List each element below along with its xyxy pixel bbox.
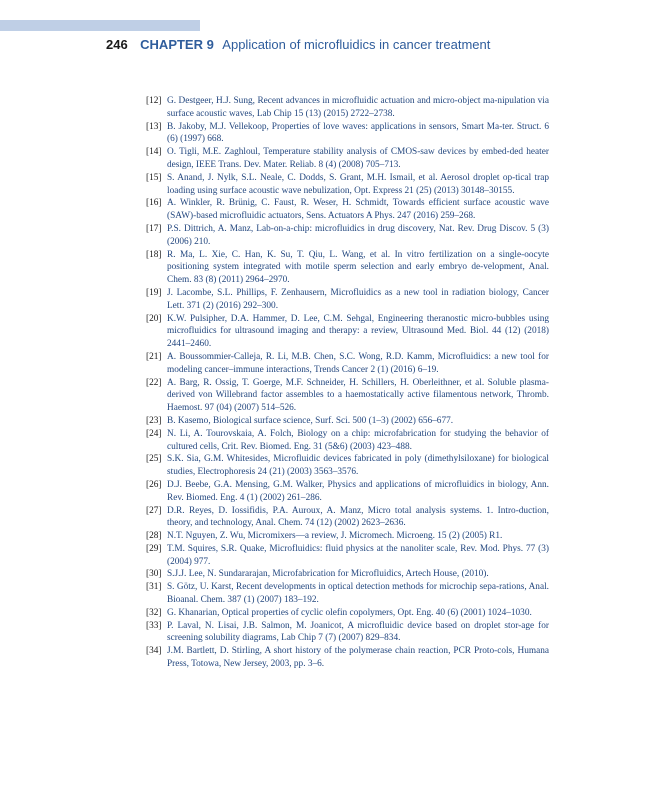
- reference-text: S. Götz, U. Karst, Recent developments in optical detection methods for microchip sepa-rations, Anal. Bioanal. Chem. 387 (1) (2007) 183–192.: [167, 582, 549, 606]
- reference-number: [33]: [146, 620, 162, 631]
- reference-text: D.J. Beebe, G.A. Mensing, G.M. Walker, Physics and applications of microfluidics in biology, Ann. Rev. Biomed. Eng. 4 (1) (2002) 261–286.: [167, 479, 549, 503]
- reference-text: P. Laval, N. Lisai, J.B. Salmon, M. Joanicot, A microfluidic device based on droplet stor-age for screening solubility diagrams, Lab Chip 7 (7) (2007) 829–834.: [167, 620, 549, 644]
- reference-item: [146, 249, 549, 287]
- reference-item: [146, 568, 549, 581]
- reference-item: [146, 223, 549, 249]
- reference-text: P.S. Dittrich, A. Manz, Lab-on-a-chip: microfluidics in drug discovery, Nat. Rev. Drug Discov. 5 (3) (2006) 210.: [167, 223, 549, 247]
- reference-item: [146, 543, 549, 569]
- reference-text: N. Li, A. Tourovskaia, A. Folch, Biology on a chip: microfabrication for studying the behavior of cultured cells, Crit. Rev. Biomed. Eng. 31 (5&6) (2003) 423–488.: [167, 428, 549, 452]
- reference-number: [19]: [146, 287, 162, 298]
- reference-number: [28]: [146, 531, 162, 542]
- reference-number: [20]: [146, 313, 162, 324]
- reference-item: [146, 453, 549, 479]
- reference-item: [146, 607, 549, 620]
- reference-number: [13]: [146, 121, 162, 132]
- reference-number: [21]: [146, 351, 162, 362]
- reference-number: [24]: [146, 428, 162, 439]
- reference-text: T.M. Squires, S.R. Quake, Microfluidics: fluid physics at the nanoliter scale, Rev. Mod. Phys. 77 (3) (2004) 977.: [167, 543, 549, 567]
- header-accent-bar: [0, 20, 200, 31]
- reference-item: [146, 505, 549, 531]
- reference-list: [146, 95, 549, 671]
- reference-text: J.M. Bartlett, D. Stirling, A short history of the polymerase chain reaction, PCR Proto-cols, Humana Press, Totowa, New Jersey, 2003, pp. 3–6.: [167, 646, 549, 670]
- reference-number: [27]: [146, 505, 162, 516]
- reference-number: [15]: [146, 172, 162, 183]
- reference-text: R. Ma, L. Xie, C. Han, K. Su, T. Qiu, L. Wang, et al. In vitro fertilization on a single-oocyte positioning system integrated with motile sperm selection and early embryo de-velopment, Anal. Chem. 83 (8) (2011) 2964–2970.: [167, 249, 549, 286]
- reference-text: D.R. Reyes, D. Iossifidis, P.A. Auroux, A. Manz, Micro total analysis systems. 1. Intro-duction, theory, and technology, Anal. Chem. 74 (12) (2002) 2623–2636.: [167, 505, 549, 529]
- reference-text: G. Khanarian, Optical properties of cyclic olefin copolymers, Opt. Eng. 40 (6) (2001) 1024–1030.: [167, 607, 532, 618]
- page-number: 246: [106, 37, 128, 52]
- reference-text: A. Boussommier-Calleja, R. Li, M.B. Chen, S.C. Wong, R.D. Kamm, Microfluidics: a new tool for modeling cancer–immune interactions, Trends Cancer 2 (1) (2016) 6–19.: [167, 351, 549, 375]
- reference-number: [17]: [146, 223, 162, 234]
- reference-item: [146, 377, 549, 415]
- reference-item: [146, 95, 549, 121]
- reference-text: N.T. Nguyen, Z. Wu, Micromixers—a review, J. Micromech. Microeng. 15 (2) (2005) R1.: [167, 531, 503, 542]
- reference-text: G. Destgeer, H.J. Sung, Recent advances in microfluidic actuation and micro-object ma-nipulation via surface acoustic waves, Lab Chip 15 (13) (2015) 2722–2738.: [167, 96, 549, 119]
- reference-item: [146, 146, 549, 172]
- chapter-label: CHAPTER 9: [140, 37, 214, 52]
- reference-text: S.K. Sia, G.M. Whitesides, Microfluidic devices fabricated in poly (dimethylsiloxane) for biological studies, Electrophoresis 24 (21) (2003) 3563–3576.: [167, 454, 549, 478]
- reference-item: [146, 479, 549, 505]
- reference-text: B. Jakoby, M.J. Vellekoop, Properties of love waves: applications in sensors, Smart Ma-ter. Struct. 6 (6) (1997) 668.: [167, 121, 549, 145]
- reference-item: [146, 530, 549, 543]
- reference-text: J. Lacombe, S.L. Phillips, F. Zenhausern, Microfluidics as a new tool in radiation biology, Cancer Lett. 371 (2) (2016) 292–300.: [167, 287, 549, 311]
- reference-item: [146, 121, 549, 147]
- reference-item: [146, 287, 549, 313]
- reference-text: A. Barg, R. Ossig, T. Goerge, M.F. Schneider, H. Schillers, H. Oberleithner, et al. Soluble plasma-derived von Willebrand factor assembles to a haemostatically active filamentous network, Thromb. Haemost. 97 (04) (2007) 514–526.: [167, 377, 549, 414]
- reference-number: [26]: [146, 479, 162, 490]
- running-header: [106, 37, 626, 53]
- reference-item: [146, 172, 549, 198]
- reference-number: [14]: [146, 147, 162, 158]
- reference-item: [146, 313, 549, 351]
- reference-number: [31]: [146, 582, 162, 593]
- reference-item: [146, 351, 549, 377]
- reference-number: [22]: [146, 377, 162, 388]
- reference-text: A. Winkler, R. Brünig, C. Faust, R. Weser, H. Schmidt, Towards efficient surface acoustic wave (SAW)-based microfluidic actuators, Sens. Actuators A Phys. 247 (2016) 259–268.: [167, 198, 549, 222]
- reference-item: [146, 197, 549, 223]
- reference-item: [146, 645, 549, 671]
- reference-text: S. Anand, J. Nylk, S.L. Neale, C. Dodds, S. Grant, M.H. Ismail, et al. Aerosol droplet op-tical trap loading using surface acoustic wave nebulization, Opt. Express 21 (25) (2013) 30148–30155.: [167, 172, 549, 196]
- reference-text: B. Kasemo, Biological surface science, Surf. Sci. 500 (1–3) (2002) 656–677.: [167, 415, 454, 426]
- reference-item: [146, 428, 549, 454]
- reference-item: [146, 620, 549, 646]
- reference-number: [23]: [146, 415, 162, 426]
- reference-number: [32]: [146, 607, 162, 618]
- reference-item: [146, 415, 549, 428]
- reference-number: [30]: [146, 569, 162, 580]
- reference-number: [25]: [146, 454, 162, 465]
- chapter-title: Application of microfluidics in cancer treatment: [222, 37, 491, 52]
- reference-number: [18]: [146, 249, 162, 260]
- reference-number: [29]: [146, 543, 162, 554]
- reference-item: [146, 581, 549, 607]
- reference-number: [16]: [146, 198, 162, 209]
- reference-number: [34]: [146, 646, 162, 657]
- reference-text: O. Tigli, M.E. Zaghloul, Temperature stability analysis of CMOS-saw devices by embed-ded heater design, IEEE Trans. Dev. Mater. Reliab. 8 (4) (2008) 705–713.: [167, 147, 549, 170]
- reference-text: S.J.J. Lee, N. Sundararajan, Microfabrication for Microfluidics, Artech House, (2010).: [167, 569, 489, 580]
- reference-number: [12]: [146, 96, 162, 106]
- reference-text: K.W. Pulsipher, D.A. Hammer, D. Lee, C.M. Sehgal, Engineering theranostic micro-bubbles using microfluidics for ultrasound imaging and therapy: a review, Ultrasound Med. Biol. 44 (12) (2018) 2441–2460.: [167, 313, 549, 350]
